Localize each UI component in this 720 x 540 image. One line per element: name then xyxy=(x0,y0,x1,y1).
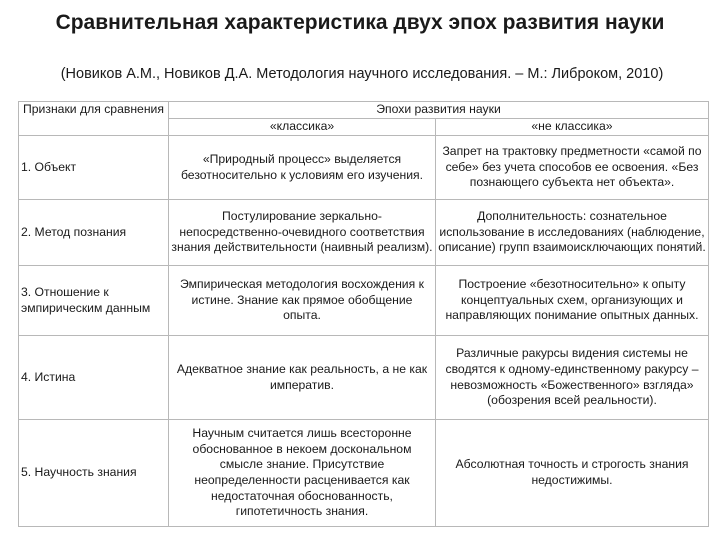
row-nonclassic: Различные ракурсы видения системы не сводятся к одному-единственному ракурсу – невозможность «Божественного» взгляда» (обозрения всей реальности). xyxy=(436,336,709,420)
page-title: Сравнительная характеристика двух эпох развития науки xyxy=(55,11,665,34)
row-nonclassic: Запрет на трактовку предметности «самой по себе» без учета способов ее освоения. «Без познающего субъекта нет объекта». xyxy=(436,136,709,200)
table-row xyxy=(19,200,709,266)
row-criterion: 4. Истина xyxy=(19,336,169,420)
header-criteria: Признаки для сравнения xyxy=(19,102,169,136)
source-citation: (Новиков А.М., Новиков Д.А. Методология научного исследования. – М.: Либроком, 2010) xyxy=(60,66,664,82)
row-criterion: 2. Метод познания xyxy=(19,200,169,266)
table-row xyxy=(19,420,709,527)
header-epochs: Эпохи развития науки xyxy=(169,102,709,119)
row-classic: Адекватное знание как реальность, а не как императив. xyxy=(169,336,436,420)
row-criterion: 5. Научность знания xyxy=(19,420,169,527)
row-nonclassic: Абсолютная точность и строгость знания недостижимы. xyxy=(436,420,709,527)
table-row xyxy=(19,336,709,420)
table-header-row xyxy=(19,102,709,119)
row-criterion: 1. Объект xyxy=(19,136,169,200)
row-nonclassic: Дополнительность: сознательное использование в исследованиях (наблюдение, описание) групп взаимоисключающих понятий. xyxy=(436,200,709,266)
table-row xyxy=(19,136,709,200)
row-classic: Эмпирическая методология восхождения к истине. Знание как прямое обобщение опыта. xyxy=(169,266,436,336)
row-criterion: 3. Отношение к эмпирическим данным xyxy=(19,266,169,336)
table-row xyxy=(19,266,709,336)
row-classic: Постулирование зеркально-непосредственно-очевидного соответствия знания действительности (наивный реализм). xyxy=(169,200,436,266)
row-classic: «Природный процесс» выделяется безотносительно к условиям его изучения. xyxy=(169,136,436,200)
row-nonclassic: Построение «безотносительно» к опыту концептуальных схем, организующих и направляющих понимание опытных данных. xyxy=(436,266,709,336)
header-nonclassic: «не классика» xyxy=(436,119,709,136)
row-classic: Научным считается лишь всесторонне обоснованное в некоем доскональном смысле знание. Присутствие неопределенности расценивается как недостаточная обоснованность, гипотетичность знания. xyxy=(169,420,436,527)
comparison-table xyxy=(18,101,709,527)
header-classic: «классика» xyxy=(169,119,436,136)
